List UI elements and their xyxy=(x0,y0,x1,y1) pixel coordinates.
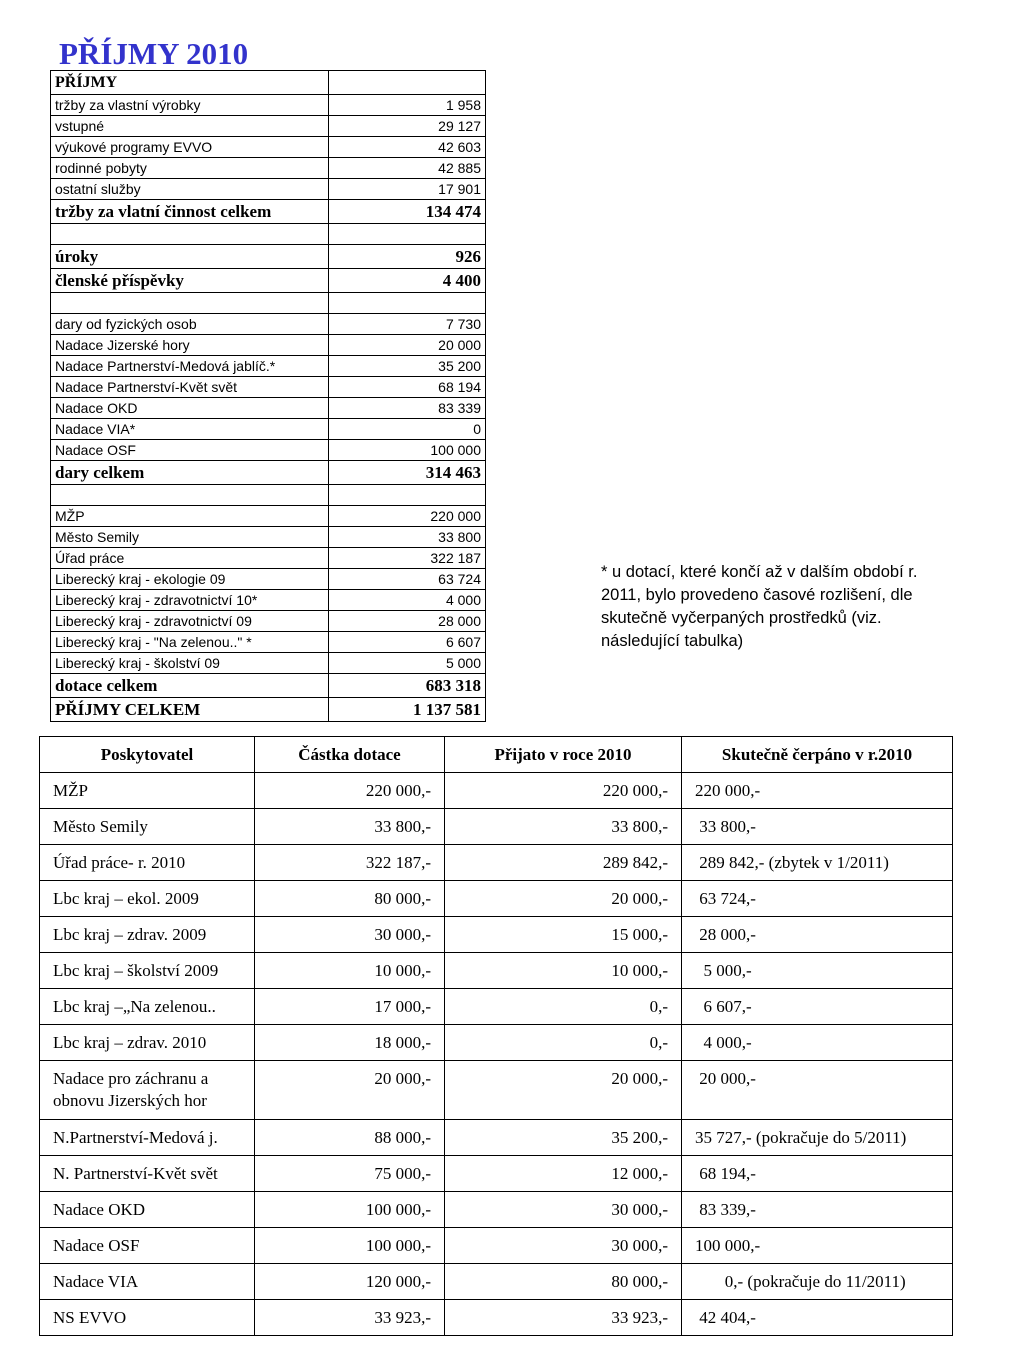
row-label: ostatní služby xyxy=(51,179,329,200)
row-value: 6 607 xyxy=(329,632,486,653)
table-row xyxy=(51,95,486,116)
subtotal-row xyxy=(51,461,486,485)
provider-cell: Nadace OSF xyxy=(40,1228,255,1264)
blank-row xyxy=(51,485,486,506)
table-row xyxy=(40,953,953,989)
received-cell: 80 000,- xyxy=(445,1264,682,1300)
table-row xyxy=(40,989,953,1025)
row-value: 33 800 xyxy=(329,527,486,548)
row-value: 5 000 xyxy=(329,653,486,674)
amount-cell: 20 000,- xyxy=(255,1061,445,1120)
spent-cell: 289 842,- (zbytek v 1/2011) xyxy=(682,845,953,881)
received-cell: 33 800,- xyxy=(445,809,682,845)
row-label: členské příspěvky xyxy=(51,269,329,293)
table-row xyxy=(40,1156,953,1192)
row-label: Liberecký kraj - zdravotnictví 09 xyxy=(51,611,329,632)
row-label: tržby za vlatní činnost celkem xyxy=(51,200,329,224)
amount-cell: 80 000,- xyxy=(255,881,445,917)
table-row xyxy=(40,845,953,881)
amount-cell: 18 000,- xyxy=(255,1025,445,1061)
received-cell: 0,- xyxy=(445,1025,682,1061)
row-label: Nadace OKD xyxy=(51,398,329,419)
row-label: Nadace Partnerství-Medová jablíč.* xyxy=(51,356,329,377)
row-label: MŽP xyxy=(51,506,329,527)
table-row xyxy=(51,377,486,398)
provider-cell: MŽP xyxy=(40,773,255,809)
column-header-provider: Poskytovatel xyxy=(40,737,255,773)
amount-cell: 322 187,- xyxy=(255,845,445,881)
grants-table xyxy=(39,736,953,1336)
row-label: Úřad práce xyxy=(51,548,329,569)
spent-cell: 42 404,- xyxy=(682,1300,953,1336)
table-row xyxy=(51,611,486,632)
received-cell: 10 000,- xyxy=(445,953,682,989)
row-value: 42 885 xyxy=(329,158,486,179)
row-label: Nadace OSF xyxy=(51,440,329,461)
table-row xyxy=(51,419,486,440)
row-label: dary od fyzických osob xyxy=(51,314,329,335)
spent-cell: 6 607,- xyxy=(682,989,953,1025)
provider-cell: Nadace VIA xyxy=(40,1264,255,1300)
table-row xyxy=(51,158,486,179)
row-label: tržby za vlastní výrobky xyxy=(51,95,329,116)
spent-cell: 33 800,- xyxy=(682,809,953,845)
row-label: rodinné pobyty xyxy=(51,158,329,179)
table-row xyxy=(40,1264,953,1300)
row-value: 29 127 xyxy=(329,116,486,137)
amount-cell: 100 000,- xyxy=(255,1192,445,1228)
subtotal-row xyxy=(51,245,486,269)
provider-cell: NS EVVO xyxy=(40,1300,255,1336)
received-cell: 33 923,- xyxy=(445,1300,682,1336)
spent-cell: 220 000,- xyxy=(682,773,953,809)
subtotal-row xyxy=(51,200,486,224)
provider-cell: Lbc kraj – zdrav. 2009 xyxy=(40,917,255,953)
row-value: 7 730 xyxy=(329,314,486,335)
provider-cell: Nadace OKD xyxy=(40,1192,255,1228)
spent-cell: 68 194,- xyxy=(682,1156,953,1192)
column-header-spent: Skutečně čerpáno v r.2010 xyxy=(682,737,953,773)
column-header-amount: Částka dotace xyxy=(255,737,445,773)
table-row xyxy=(51,398,486,419)
row-value: 83 339 xyxy=(329,398,486,419)
row-value: 4 400 xyxy=(329,269,486,293)
table-row xyxy=(40,1228,953,1264)
provider-cell: Lbc kraj – ekol. 2009 xyxy=(40,881,255,917)
row-value: 63 724 xyxy=(329,569,486,590)
table-row xyxy=(40,1120,953,1156)
row-value: 17 901 xyxy=(329,179,486,200)
received-cell: 12 000,- xyxy=(445,1156,682,1192)
spent-cell: 20 000,- xyxy=(682,1061,953,1120)
table-row xyxy=(40,1025,953,1061)
amount-cell: 88 000,- xyxy=(255,1120,445,1156)
row-label: výukové programy EVVO xyxy=(51,137,329,158)
row-label: Liberecký kraj - zdravotnictví 10* xyxy=(51,590,329,611)
table-row xyxy=(51,137,486,158)
row-value: 683 318 xyxy=(329,674,486,698)
row-label: dotace celkem xyxy=(51,674,329,698)
row-label: Liberecký kraj - "Na zelenou.." * xyxy=(51,632,329,653)
row-value: 100 000 xyxy=(329,440,486,461)
received-cell: 220 000,- xyxy=(445,773,682,809)
table-row xyxy=(51,632,486,653)
spent-cell: 35 727,- (pokračuje do 5/2011) xyxy=(682,1120,953,1156)
footnote: * u dotací, které končí až v dalším období r. 2011, bylo provedeno časové rozlišení, dle skutečně vyčerpaných prostředků (viz. následující tabulka) xyxy=(601,563,918,650)
table-row xyxy=(51,527,486,548)
amount-cell: 220 000,- xyxy=(255,773,445,809)
income-table xyxy=(50,70,486,722)
income-header: PŘÍJMY xyxy=(51,71,329,95)
table-row xyxy=(40,881,953,917)
grants-header-row xyxy=(40,737,953,773)
row-value: 322 187 xyxy=(329,548,486,569)
amount-cell: 10 000,- xyxy=(255,953,445,989)
table-row xyxy=(51,440,486,461)
table-row xyxy=(51,590,486,611)
amount-cell: 17 000,- xyxy=(255,989,445,1025)
row-label: Nadace VIA* xyxy=(51,419,329,440)
spent-cell: 0,- (pokračuje do 11/2011) xyxy=(682,1264,953,1300)
spent-cell: 5 000,- xyxy=(682,953,953,989)
blank-row xyxy=(51,224,486,245)
row-value: 42 603 xyxy=(329,137,486,158)
received-cell: 289 842,- xyxy=(445,845,682,881)
spent-cell: 100 000,- xyxy=(682,1228,953,1264)
column-header-received: Přijato v roce 2010 xyxy=(445,737,682,773)
row-value: 134 474 xyxy=(329,200,486,224)
subtotal-row xyxy=(51,269,486,293)
amount-cell: 120 000,- xyxy=(255,1264,445,1300)
received-cell: 15 000,- xyxy=(445,917,682,953)
row-value: 28 000 xyxy=(329,611,486,632)
row-label: PŘÍJMY CELKEM xyxy=(51,698,329,722)
row-value: 1 958 xyxy=(329,95,486,116)
received-cell: 20 000,- xyxy=(445,1061,682,1120)
table-row xyxy=(40,917,953,953)
provider-cell: N.Partnerství-Medová j. xyxy=(40,1120,255,1156)
spent-cell: 28 000,- xyxy=(682,917,953,953)
row-label: Město Semily xyxy=(51,527,329,548)
table-row xyxy=(51,356,486,377)
row-value: 20 000 xyxy=(329,335,486,356)
row-value: 220 000 xyxy=(329,506,486,527)
row-value: 35 200 xyxy=(329,356,486,377)
row-value: 4 000 xyxy=(329,590,486,611)
grand-total-row xyxy=(51,698,486,722)
provider-cell: Nadace pro záchranu a obnovu Jizerských hor xyxy=(40,1061,255,1120)
row-label: Liberecký kraj - školství 09 xyxy=(51,653,329,674)
table-row xyxy=(40,773,953,809)
table-row xyxy=(51,653,486,674)
table-row xyxy=(51,335,486,356)
table-row xyxy=(40,809,953,845)
row-label: vstupné xyxy=(51,116,329,137)
page-title: PŘÍJMY 2010 xyxy=(59,36,249,71)
table-row xyxy=(51,179,486,200)
spent-cell: 63 724,- xyxy=(682,881,953,917)
table-row xyxy=(51,506,486,527)
table-row xyxy=(40,1300,953,1336)
amount-cell: 75 000,- xyxy=(255,1156,445,1192)
amount-cell: 100 000,- xyxy=(255,1228,445,1264)
provider-cell: Úřad práce- r. 2010 xyxy=(40,845,255,881)
received-cell: 35 200,- xyxy=(445,1120,682,1156)
table-row xyxy=(51,548,486,569)
provider-cell: Město Semily xyxy=(40,809,255,845)
provider-cell: Lbc kraj – školství 2009 xyxy=(40,953,255,989)
row-label: Nadace Jizerské hory xyxy=(51,335,329,356)
received-cell: 30 000,- xyxy=(445,1228,682,1264)
row-label: Liberecký kraj - ekologie 09 xyxy=(51,569,329,590)
received-cell: 0,- xyxy=(445,989,682,1025)
provider-cell: Lbc kraj –„Na zelenou.. xyxy=(40,989,255,1025)
row-value: 0 xyxy=(329,419,486,440)
table-row xyxy=(40,1192,953,1228)
table-row xyxy=(40,1061,953,1120)
row-value: 68 194 xyxy=(329,377,486,398)
provider-cell: N. Partnerství-Květ svět xyxy=(40,1156,255,1192)
received-cell: 20 000,- xyxy=(445,881,682,917)
row-value: 314 463 xyxy=(329,461,486,485)
subtotal-row xyxy=(51,674,486,698)
row-label: Nadace Partnerství-Květ svět xyxy=(51,377,329,398)
provider-cell: Lbc kraj – zdrav. 2010 xyxy=(40,1025,255,1061)
row-value: 926 xyxy=(329,245,486,269)
amount-cell: 33 923,- xyxy=(255,1300,445,1336)
table-row xyxy=(51,569,486,590)
table-row xyxy=(51,314,486,335)
table-row xyxy=(51,116,486,137)
row-label: úroky xyxy=(51,245,329,269)
amount-cell: 30 000,- xyxy=(255,917,445,953)
income-header-row xyxy=(51,71,486,95)
spent-cell: 4 000,- xyxy=(682,1025,953,1061)
row-value: 1 137 581 xyxy=(329,698,486,722)
received-cell: 30 000,- xyxy=(445,1192,682,1228)
blank-row xyxy=(51,293,486,314)
spent-cell: 83 339,- xyxy=(682,1192,953,1228)
amount-cell: 33 800,- xyxy=(255,809,445,845)
row-label: dary celkem xyxy=(51,461,329,485)
